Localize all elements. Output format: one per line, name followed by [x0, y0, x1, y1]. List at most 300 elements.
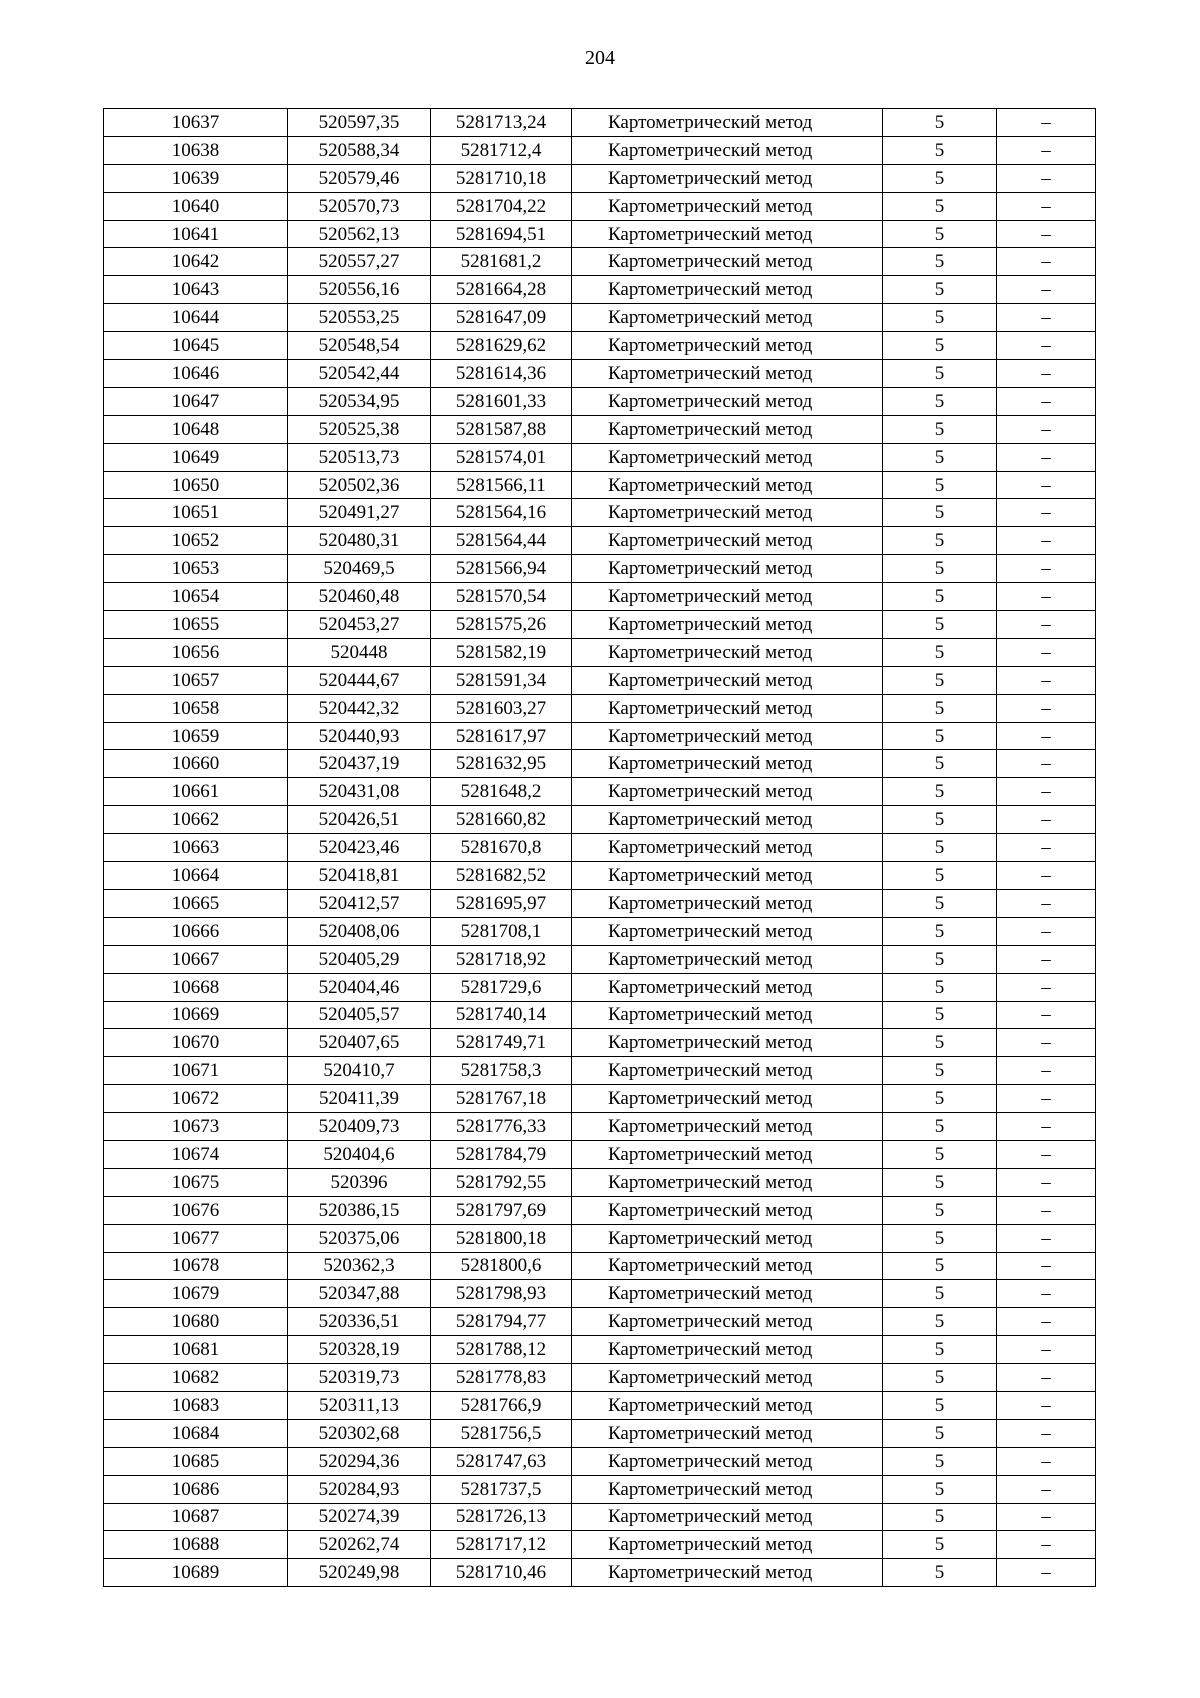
table-row — [104, 1531, 1096, 1559]
precision-cell: 5 — [883, 220, 997, 248]
point-number-cell: 10664 — [104, 862, 288, 890]
note-cell: – — [997, 806, 1096, 834]
method-cell: Картометрический метод — [572, 220, 883, 248]
point-number-cell: 10653 — [104, 555, 288, 583]
precision-cell: 5 — [883, 1029, 997, 1057]
point-number-cell: 10657 — [104, 666, 288, 694]
precision-cell: 5 — [883, 109, 997, 137]
table-row — [104, 889, 1096, 917]
table-row — [104, 917, 1096, 945]
y-coordinate-cell: 5281749,71 — [431, 1029, 572, 1057]
method-cell: Картометрический метод — [572, 722, 883, 750]
note-cell: – — [997, 1280, 1096, 1308]
x-coordinate-cell: 520404,46 — [288, 973, 431, 1001]
x-coordinate-cell: 520418,81 — [288, 862, 431, 890]
point-number-cell: 10643 — [104, 276, 288, 304]
method-cell: Картометрический метод — [572, 1503, 883, 1531]
note-cell: – — [997, 1364, 1096, 1392]
note-cell: – — [997, 611, 1096, 639]
x-coordinate-cell: 520469,5 — [288, 555, 431, 583]
precision-cell: 5 — [883, 694, 997, 722]
method-cell: Картометрический метод — [572, 1559, 883, 1587]
x-coordinate-cell: 520597,35 — [288, 109, 431, 137]
y-coordinate-cell: 5281776,33 — [431, 1113, 572, 1141]
y-coordinate-cell: 5281800,18 — [431, 1224, 572, 1252]
precision-cell: 5 — [883, 1308, 997, 1336]
precision-cell: 5 — [883, 583, 997, 611]
method-cell: Картометрический метод — [572, 694, 883, 722]
note-cell: – — [997, 527, 1096, 555]
precision-cell: 5 — [883, 945, 997, 973]
x-coordinate-cell: 520407,65 — [288, 1029, 431, 1057]
precision-cell: 5 — [883, 1391, 997, 1419]
point-number-cell: 10676 — [104, 1196, 288, 1224]
table-row — [104, 862, 1096, 890]
method-cell: Картометрический метод — [572, 945, 883, 973]
point-number-cell: 10644 — [104, 304, 288, 332]
y-coordinate-cell: 5281704,22 — [431, 192, 572, 220]
note-cell: – — [997, 1224, 1096, 1252]
note-cell: – — [997, 1475, 1096, 1503]
x-coordinate-cell: 520409,73 — [288, 1113, 431, 1141]
table-row — [104, 1057, 1096, 1085]
method-cell: Картометрический метод — [572, 973, 883, 1001]
note-cell: – — [997, 1057, 1096, 1085]
y-coordinate-cell: 5281601,33 — [431, 387, 572, 415]
method-cell: Картометрический метод — [572, 889, 883, 917]
table-row — [104, 360, 1096, 388]
table-row — [104, 638, 1096, 666]
method-cell: Картометрический метод — [572, 834, 883, 862]
x-coordinate-cell: 520336,51 — [288, 1308, 431, 1336]
method-cell: Картометрический метод — [572, 1364, 883, 1392]
note-cell: – — [997, 136, 1096, 164]
table-row — [104, 722, 1096, 750]
precision-cell: 5 — [883, 778, 997, 806]
note-cell: – — [997, 332, 1096, 360]
point-number-cell: 10654 — [104, 583, 288, 611]
precision-cell: 5 — [883, 555, 997, 583]
precision-cell: 5 — [883, 1085, 997, 1113]
y-coordinate-cell: 5281603,27 — [431, 694, 572, 722]
method-cell: Картометрический метод — [572, 360, 883, 388]
point-number-cell: 10659 — [104, 722, 288, 750]
table-row — [104, 1085, 1096, 1113]
precision-cell: 5 — [883, 1252, 997, 1280]
method-cell: Картометрический метод — [572, 1280, 883, 1308]
point-number-cell: 10670 — [104, 1029, 288, 1057]
method-cell: Картометрический метод — [572, 1029, 883, 1057]
point-number-cell: 10641 — [104, 220, 288, 248]
point-number-cell: 10672 — [104, 1085, 288, 1113]
table-row — [104, 555, 1096, 583]
y-coordinate-cell: 5281670,8 — [431, 834, 572, 862]
y-coordinate-cell: 5281718,92 — [431, 945, 572, 973]
table-row — [104, 1391, 1096, 1419]
x-coordinate-cell: 520579,46 — [288, 164, 431, 192]
point-number-cell: 10656 — [104, 638, 288, 666]
y-coordinate-cell: 5281664,28 — [431, 276, 572, 304]
precision-cell: 5 — [883, 973, 997, 1001]
precision-cell: 5 — [883, 834, 997, 862]
method-cell: Картометрический метод — [572, 276, 883, 304]
x-coordinate-cell: 520294,36 — [288, 1447, 431, 1475]
note-cell: – — [997, 387, 1096, 415]
table-row — [104, 527, 1096, 555]
x-coordinate-cell: 520375,06 — [288, 1224, 431, 1252]
note-cell: – — [997, 638, 1096, 666]
method-cell: Картометрический метод — [572, 1447, 883, 1475]
y-coordinate-cell: 5281708,1 — [431, 917, 572, 945]
point-number-cell: 10648 — [104, 415, 288, 443]
table-row — [104, 499, 1096, 527]
method-cell: Картометрический метод — [572, 583, 883, 611]
y-coordinate-cell: 5281712,4 — [431, 136, 572, 164]
x-coordinate-cell: 520302,68 — [288, 1419, 431, 1447]
table-row — [104, 1419, 1096, 1447]
precision-cell: 5 — [883, 471, 997, 499]
y-coordinate-cell: 5281747,63 — [431, 1447, 572, 1475]
y-coordinate-cell: 5281660,82 — [431, 806, 572, 834]
precision-cell: 5 — [883, 360, 997, 388]
point-number-cell: 10661 — [104, 778, 288, 806]
x-coordinate-cell: 520440,93 — [288, 722, 431, 750]
table-row — [104, 471, 1096, 499]
table-row — [104, 1252, 1096, 1280]
note-cell: – — [997, 443, 1096, 471]
y-coordinate-cell: 5281695,97 — [431, 889, 572, 917]
point-number-cell: 10652 — [104, 527, 288, 555]
precision-cell: 5 — [883, 806, 997, 834]
note-cell: – — [997, 778, 1096, 806]
point-number-cell: 10678 — [104, 1252, 288, 1280]
point-number-cell: 10640 — [104, 192, 288, 220]
y-coordinate-cell: 5281614,36 — [431, 360, 572, 388]
note-cell: – — [997, 1447, 1096, 1475]
table-row — [104, 1280, 1096, 1308]
point-number-cell: 10663 — [104, 834, 288, 862]
point-number-cell: 10675 — [104, 1168, 288, 1196]
point-number-cell: 10637 — [104, 109, 288, 137]
x-coordinate-cell: 520588,34 — [288, 136, 431, 164]
point-number-cell: 10687 — [104, 1503, 288, 1531]
precision-cell: 5 — [883, 499, 997, 527]
x-coordinate-cell: 520405,57 — [288, 1001, 431, 1029]
method-cell: Картометрический метод — [572, 778, 883, 806]
y-coordinate-cell: 5281582,19 — [431, 638, 572, 666]
point-number-cell: 10680 — [104, 1308, 288, 1336]
x-coordinate-cell: 520442,32 — [288, 694, 431, 722]
precision-cell: 5 — [883, 304, 997, 332]
y-coordinate-cell: 5281575,26 — [431, 611, 572, 639]
precision-cell: 5 — [883, 136, 997, 164]
x-coordinate-cell: 520410,7 — [288, 1057, 431, 1085]
note-cell: – — [997, 889, 1096, 917]
y-coordinate-cell: 5281617,97 — [431, 722, 572, 750]
y-coordinate-cell: 5281778,83 — [431, 1364, 572, 1392]
table-row — [104, 192, 1096, 220]
x-coordinate-cell: 520347,88 — [288, 1280, 431, 1308]
point-number-cell: 10651 — [104, 499, 288, 527]
point-number-cell: 10683 — [104, 1391, 288, 1419]
precision-cell: 5 — [883, 387, 997, 415]
x-coordinate-cell: 520557,27 — [288, 248, 431, 276]
y-coordinate-cell: 5281766,9 — [431, 1391, 572, 1419]
x-coordinate-cell: 520453,27 — [288, 611, 431, 639]
x-coordinate-cell: 520362,3 — [288, 1252, 431, 1280]
method-cell: Картометрический метод — [572, 555, 883, 583]
point-number-cell: 10686 — [104, 1475, 288, 1503]
table-row — [104, 248, 1096, 276]
y-coordinate-cell: 5281574,01 — [431, 443, 572, 471]
table-row — [104, 1113, 1096, 1141]
method-cell: Картометрический метод — [572, 164, 883, 192]
y-coordinate-cell: 5281681,2 — [431, 248, 572, 276]
x-coordinate-cell: 520448 — [288, 638, 431, 666]
table-row — [104, 945, 1096, 973]
table-row — [104, 778, 1096, 806]
note-cell: – — [997, 666, 1096, 694]
precision-cell: 5 — [883, 332, 997, 360]
table-row — [104, 666, 1096, 694]
method-cell: Картометрический метод — [572, 136, 883, 164]
method-cell: Картометрический метод — [572, 332, 883, 360]
y-coordinate-cell: 5281740,14 — [431, 1001, 572, 1029]
y-coordinate-cell: 5281737,5 — [431, 1475, 572, 1503]
method-cell: Картометрический метод — [572, 304, 883, 332]
y-coordinate-cell: 5281591,34 — [431, 666, 572, 694]
note-cell: – — [997, 1308, 1096, 1336]
precision-cell: 5 — [883, 1057, 997, 1085]
point-number-cell: 10650 — [104, 471, 288, 499]
table-row — [104, 1364, 1096, 1392]
x-coordinate-cell: 520513,73 — [288, 443, 431, 471]
precision-cell: 5 — [883, 722, 997, 750]
note-cell: – — [997, 276, 1096, 304]
precision-cell: 5 — [883, 666, 997, 694]
table-row — [104, 694, 1096, 722]
precision-cell: 5 — [883, 1224, 997, 1252]
point-number-cell: 10662 — [104, 806, 288, 834]
note-cell: – — [997, 1113, 1096, 1141]
y-coordinate-cell: 5281566,11 — [431, 471, 572, 499]
method-cell: Картометрический метод — [572, 387, 883, 415]
precision-cell: 5 — [883, 1280, 997, 1308]
x-coordinate-cell: 520553,25 — [288, 304, 431, 332]
y-coordinate-cell: 5281797,69 — [431, 1196, 572, 1224]
x-coordinate-cell: 520423,46 — [288, 834, 431, 862]
note-cell: – — [997, 1336, 1096, 1364]
precision-cell: 5 — [883, 1531, 997, 1559]
table-row — [104, 834, 1096, 862]
table-row — [104, 109, 1096, 137]
method-cell: Картометрический метод — [572, 611, 883, 639]
x-coordinate-cell: 520405,29 — [288, 945, 431, 973]
precision-cell: 5 — [883, 1475, 997, 1503]
precision-cell: 5 — [883, 415, 997, 443]
x-coordinate-cell: 520562,13 — [288, 220, 431, 248]
table-row — [104, 304, 1096, 332]
table-row — [104, 1001, 1096, 1029]
note-cell: – — [997, 248, 1096, 276]
note-cell: – — [997, 973, 1096, 1001]
method-cell: Картометрический метод — [572, 527, 883, 555]
note-cell: – — [997, 1140, 1096, 1168]
precision-cell: 5 — [883, 248, 997, 276]
x-coordinate-cell: 520480,31 — [288, 527, 431, 555]
table-row — [104, 611, 1096, 639]
method-cell: Картометрический метод — [572, 415, 883, 443]
note-cell: – — [997, 109, 1096, 137]
note-cell: – — [997, 1559, 1096, 1587]
table-row — [104, 1447, 1096, 1475]
precision-cell: 5 — [883, 1140, 997, 1168]
method-cell: Картометрический метод — [572, 1085, 883, 1113]
x-coordinate-cell: 520570,73 — [288, 192, 431, 220]
table-row — [104, 1503, 1096, 1531]
method-cell: Картометрический метод — [572, 1531, 883, 1559]
y-coordinate-cell: 5281710,18 — [431, 164, 572, 192]
precision-cell: 5 — [883, 611, 997, 639]
note-cell: – — [997, 220, 1096, 248]
point-number-cell: 10645 — [104, 332, 288, 360]
point-number-cell: 10639 — [104, 164, 288, 192]
y-coordinate-cell: 5281710,46 — [431, 1559, 572, 1587]
point-number-cell: 10669 — [104, 1001, 288, 1029]
note-cell: – — [997, 583, 1096, 611]
method-cell: Картометрический метод — [572, 638, 883, 666]
note-cell: – — [997, 304, 1096, 332]
precision-cell: 5 — [883, 750, 997, 778]
table-row — [104, 1336, 1096, 1364]
method-cell: Картометрический метод — [572, 443, 883, 471]
method-cell: Картометрический метод — [572, 1140, 883, 1168]
note-cell: – — [997, 1029, 1096, 1057]
y-coordinate-cell: 5281729,6 — [431, 973, 572, 1001]
note-cell: – — [997, 555, 1096, 583]
method-cell: Картометрический метод — [572, 1224, 883, 1252]
table-row — [104, 136, 1096, 164]
x-coordinate-cell: 520311,13 — [288, 1391, 431, 1419]
x-coordinate-cell: 520249,98 — [288, 1559, 431, 1587]
method-cell: Картометрический метод — [572, 1168, 883, 1196]
x-coordinate-cell: 520396 — [288, 1168, 431, 1196]
y-coordinate-cell: 5281788,12 — [431, 1336, 572, 1364]
method-cell: Картометрический метод — [572, 806, 883, 834]
method-cell: Картометрический метод — [572, 1001, 883, 1029]
x-coordinate-cell: 520556,16 — [288, 276, 431, 304]
point-number-cell: 10660 — [104, 750, 288, 778]
y-coordinate-cell: 5281726,13 — [431, 1503, 572, 1531]
x-coordinate-cell: 520404,6 — [288, 1140, 431, 1168]
point-number-cell: 10674 — [104, 1140, 288, 1168]
precision-cell: 5 — [883, 192, 997, 220]
precision-cell: 5 — [883, 1447, 997, 1475]
precision-cell: 5 — [883, 1336, 997, 1364]
x-coordinate-cell: 520328,19 — [288, 1336, 431, 1364]
precision-cell: 5 — [883, 1113, 997, 1141]
table-row — [104, 583, 1096, 611]
y-coordinate-cell: 5281794,77 — [431, 1308, 572, 1336]
x-coordinate-cell: 520491,27 — [288, 499, 431, 527]
y-coordinate-cell: 5281587,88 — [431, 415, 572, 443]
y-coordinate-cell: 5281647,09 — [431, 304, 572, 332]
x-coordinate-cell: 520460,48 — [288, 583, 431, 611]
x-coordinate-cell: 520534,95 — [288, 387, 431, 415]
point-number-cell: 10685 — [104, 1447, 288, 1475]
method-cell: Картометрический метод — [572, 1196, 883, 1224]
note-cell: – — [997, 1085, 1096, 1113]
note-cell: – — [997, 499, 1096, 527]
point-number-cell: 10679 — [104, 1280, 288, 1308]
note-cell: – — [997, 1503, 1096, 1531]
y-coordinate-cell: 5281564,16 — [431, 499, 572, 527]
method-cell: Картометрический метод — [572, 917, 883, 945]
method-cell: Картометрический метод — [572, 1113, 883, 1141]
table-row — [104, 1140, 1096, 1168]
note-cell: – — [997, 1531, 1096, 1559]
table-row — [104, 806, 1096, 834]
point-number-cell: 10666 — [104, 917, 288, 945]
note-cell: – — [997, 1419, 1096, 1447]
x-coordinate-cell: 520262,74 — [288, 1531, 431, 1559]
note-cell: – — [997, 834, 1096, 862]
precision-cell: 5 — [883, 862, 997, 890]
note-cell: – — [997, 471, 1096, 499]
y-coordinate-cell: 5281566,94 — [431, 555, 572, 583]
precision-cell: 5 — [883, 1168, 997, 1196]
precision-cell: 5 — [883, 638, 997, 666]
point-number-cell: 10671 — [104, 1057, 288, 1085]
point-number-cell: 10638 — [104, 136, 288, 164]
y-coordinate-cell: 5281756,5 — [431, 1419, 572, 1447]
note-cell: – — [997, 164, 1096, 192]
page-number: 204 — [585, 47, 615, 69]
point-number-cell: 10642 — [104, 248, 288, 276]
precision-cell: 5 — [883, 527, 997, 555]
y-coordinate-cell: 5281629,62 — [431, 332, 572, 360]
precision-cell: 5 — [883, 889, 997, 917]
method-cell: Картометрический метод — [572, 471, 883, 499]
point-number-cell: 10655 — [104, 611, 288, 639]
method-cell: Картометрический метод — [572, 1057, 883, 1085]
precision-cell: 5 — [883, 1559, 997, 1587]
y-coordinate-cell: 5281564,44 — [431, 527, 572, 555]
note-cell: – — [997, 1168, 1096, 1196]
method-cell: Картометрический метод — [572, 1419, 883, 1447]
precision-cell: 5 — [883, 1503, 997, 1531]
precision-cell: 5 — [883, 1364, 997, 1392]
note-cell: – — [997, 1001, 1096, 1029]
y-coordinate-cell: 5281570,54 — [431, 583, 572, 611]
point-number-cell: 10647 — [104, 387, 288, 415]
point-number-cell: 10689 — [104, 1559, 288, 1587]
method-cell: Картометрический метод — [572, 192, 883, 220]
table-row — [104, 1559, 1096, 1587]
method-cell: Картометрический метод — [572, 1336, 883, 1364]
x-coordinate-cell: 520525,38 — [288, 415, 431, 443]
x-coordinate-cell: 520431,08 — [288, 778, 431, 806]
method-cell: Картометрический метод — [572, 666, 883, 694]
precision-cell: 5 — [883, 164, 997, 192]
x-coordinate-cell: 520284,93 — [288, 1475, 431, 1503]
y-coordinate-cell: 5281798,93 — [431, 1280, 572, 1308]
point-number-cell: 10658 — [104, 694, 288, 722]
table-row — [104, 220, 1096, 248]
note-cell: – — [997, 360, 1096, 388]
point-number-cell: 10649 — [104, 443, 288, 471]
y-coordinate-cell: 5281792,55 — [431, 1168, 572, 1196]
